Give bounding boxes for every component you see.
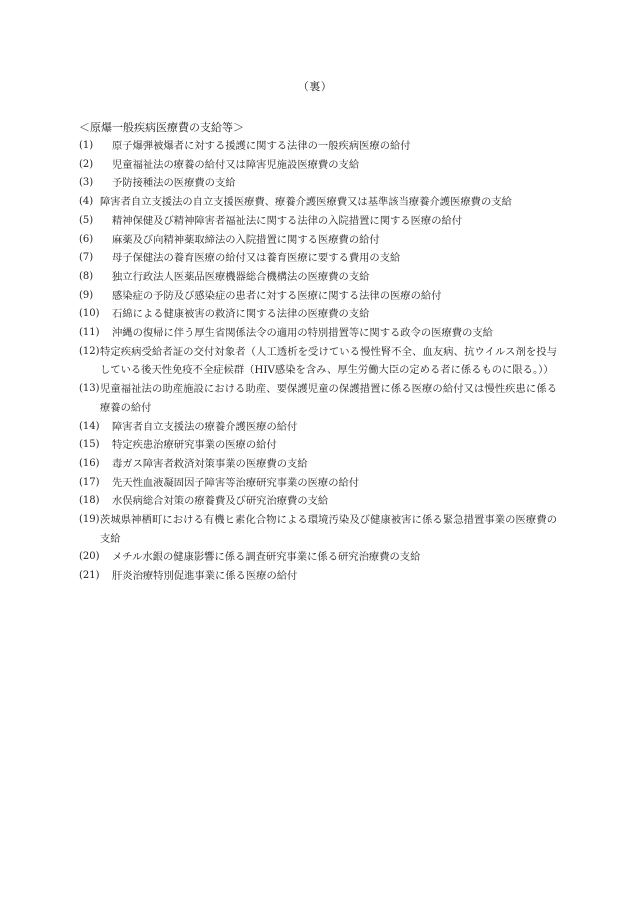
item-text: 障害者自立支援法の療養介護医療の給付 (112, 420, 298, 433)
item-text: 特定疾患治療研究事業の医療の給付 (112, 439, 277, 452)
list-item (79, 156, 557, 175)
item-number: (10) (79, 308, 100, 320)
item-text: 母子保健法の養育医療の給付又は養育医療に要する費用の支給 (112, 252, 401, 265)
list-item (79, 380, 557, 417)
item-text: 先天性血液凝固因子障害等治療研究事業の医療の給付 (112, 476, 360, 489)
list-item (79, 548, 557, 567)
item-text: 感染症の予防及び感染症の患者に対する医療に関する法律の医療の給付 (112, 289, 442, 302)
page-title: （裏） (297, 80, 333, 93)
item-number: (19) (79, 514, 100, 526)
item-number: (11) (79, 327, 100, 339)
list-item (79, 474, 557, 493)
list-item (79, 418, 557, 437)
item-text: 特定疾病受給者証の交付対象者（人工透析を受けている慢性腎不全、血友病、抗ウイルス剤を投与している後天性免疫不全症候群（HIV感染を含み、厚生労働大臣の定める者に係るものに限る。）） (100, 345, 557, 377)
item-text: 茨城県神栖町における有機ヒ素化合物による環境汚染及び健康被害に係る緊急措置事業の医療費の支給 (100, 514, 557, 545)
item-number: (2) (79, 158, 94, 170)
list-item (79, 193, 557, 212)
item-text: 水俣病総合対策の療養費及び研究治療費の支給 (112, 495, 329, 508)
item-text: 独立行政法人医薬品医療機器総合機構法の医療費の支給 (112, 270, 370, 283)
item-text: メチル水銀の健康影響に係る調査研究事業に係る研究治療費の支給 (112, 551, 421, 564)
list-item (79, 511, 557, 548)
item-text: 麻薬及び向精神薬取締法の入院措置に関する医療費の給付 (112, 233, 380, 246)
list-item (79, 249, 557, 268)
list-item (79, 324, 557, 343)
item-number: (17) (79, 476, 100, 488)
item-text: 石綿による健康被害の救済に関する法律の医療費の支給 (112, 308, 370, 321)
item-number: (7) (79, 252, 94, 264)
item-number: (21) (79, 570, 100, 582)
item-number: (9) (79, 289, 94, 301)
item-text: 障害者自立支援法の自立支援医療費、療養介護医療費又は基準該当療養介護医療費の支給 (100, 196, 512, 209)
list-item (79, 174, 557, 193)
section-heading: ＜原爆一般疾病医療費の支給等＞ (79, 121, 244, 134)
item-number: (16) (79, 457, 100, 469)
item-number: (8) (79, 270, 94, 282)
item-number: (5) (79, 214, 94, 226)
item-text: 沖縄の復帰に伴う厚生省関係法令の適用の特別措置等に関する政令の医療費の支給 (112, 327, 493, 340)
list-item (79, 455, 557, 474)
item-number: (12) (79, 345, 100, 357)
item-number: (18) (79, 495, 100, 507)
item-text: 予防接種法の医療費の支給 (112, 177, 236, 190)
list-item (79, 343, 557, 380)
list-item (79, 305, 557, 324)
item-number: (13) (79, 383, 100, 395)
item-text: 児童福祉法の助産施設における助産、要保護児童の保護措置に係る医療の給付又は慢性疾患に係る療養の給付 (100, 383, 557, 414)
item-number: (1) (79, 140, 94, 151)
list-item (79, 268, 557, 287)
list-item (79, 231, 557, 250)
list-item (79, 567, 557, 586)
list-item (79, 287, 557, 306)
item-list (79, 137, 557, 586)
item-text: 原子爆弾被爆者に対する援護に関する法律の一般疾病医療の給付 (112, 140, 411, 152)
list-item (79, 137, 557, 156)
item-number: (20) (79, 551, 100, 563)
item-number: (3) (79, 177, 94, 189)
item-number: (15) (79, 439, 100, 451)
item-text: 児童福祉法の療養の給付又は障害児施設医療費の支給 (112, 158, 360, 171)
item-number: (14) (79, 420, 100, 432)
item-number: (6) (79, 233, 94, 245)
item-number: (4) (79, 196, 94, 208)
item-text: 精神保健及び精神障害者福祉法に関する法律の入院措置に関する医療の給付 (112, 214, 463, 227)
item-text: 肝炎治療特別促進事業に係る医療の給付 (112, 570, 298, 583)
list-item (79, 212, 557, 231)
list-item (79, 492, 557, 511)
list-item (79, 436, 557, 455)
item-text: 毒ガス障害者救済対策事業の医療費の支給 (112, 457, 308, 470)
